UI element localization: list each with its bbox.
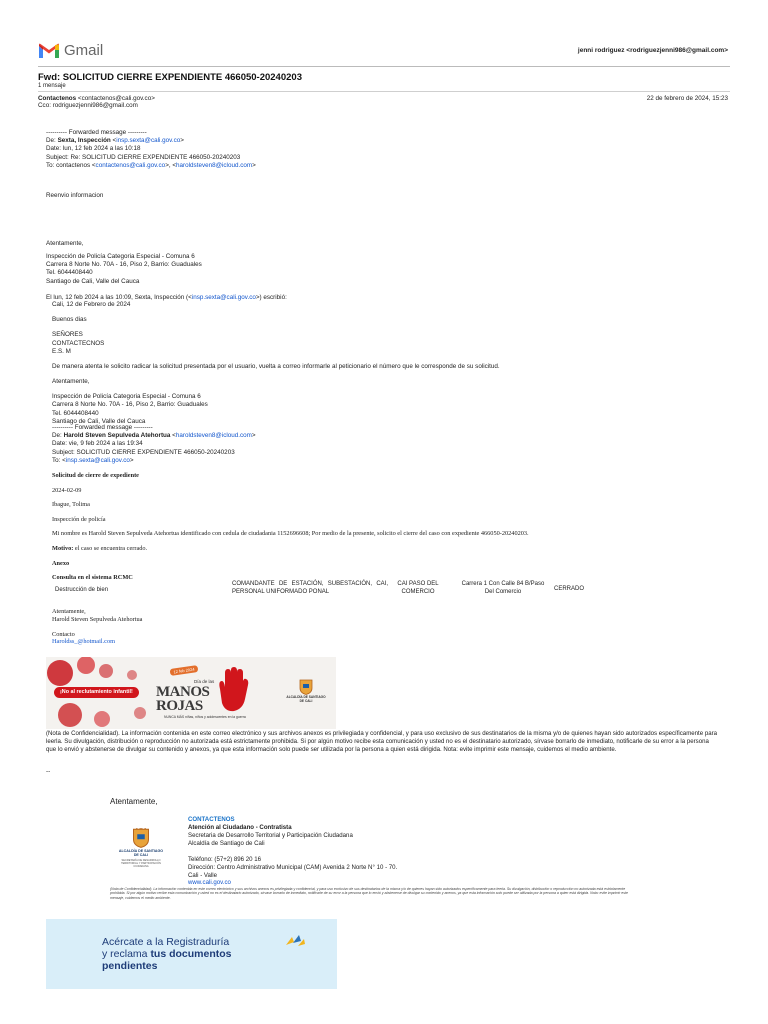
forward-date: Date: lun, 12 feb 2024 a las 10:18 bbox=[46, 145, 141, 153]
message-count: 1 mensaje bbox=[38, 83, 66, 89]
dia-de-las: Día de las bbox=[194, 679, 215, 684]
forward-subject: Subject: Re: SOLICITUD CIERRE EXPENDIENTE 466050-20240203 bbox=[46, 153, 241, 161]
cco-line: Cco: rodriguezjenni986@gmail.com bbox=[38, 102, 138, 109]
footer-logo-subtext: SECRETARÍA DE DESARROLLO TERRITORIAL Y PARTICIPACIÓN CIUDADANA bbox=[121, 859, 161, 869]
footer-direccion: Dirección: Centro Administrativo Municipal (CAM) Avenida 2 Norte N° 10 - 70. bbox=[188, 863, 398, 871]
forwarded-header-2 bbox=[52, 424, 256, 465]
quote-greeting: Buenos dias bbox=[52, 316, 87, 324]
signature-line: Carrera 8 Norte No. 70A - 16, Piso 2, Barrio: Guaduales bbox=[46, 261, 202, 269]
footer-logo bbox=[118, 828, 164, 878]
date-badge: 12 feb 2024 bbox=[170, 665, 199, 676]
header-divider bbox=[38, 66, 730, 67]
from-name: Sexta, Inspección bbox=[57, 137, 111, 145]
cali-shield-icon bbox=[132, 828, 150, 848]
to-prefix: To: < bbox=[52, 456, 66, 464]
footer-secretaria: Secretaria de Desarrollo Territorial y Participación Ciudadana bbox=[188, 831, 353, 839]
gmail-m-icon bbox=[38, 43, 60, 59]
from-name: Harold Steven Sepulveda Atehortua bbox=[63, 432, 171, 440]
consulta-label: Consulta en el sistema RCMC bbox=[52, 574, 133, 581]
table-cell-unit: CAI PASO DEL COMERCIO bbox=[397, 581, 439, 595]
to-email-link[interactable]: insp.sexta@cali.gov.co bbox=[65, 456, 130, 464]
sender-name: Contactenos bbox=[38, 95, 77, 102]
signature-dash: -- bbox=[46, 768, 51, 775]
subject-divider bbox=[38, 91, 730, 92]
forwarded-header-1 bbox=[46, 129, 256, 170]
quote-intro-pre: El lun, 12 feb 2024 a las 10:09, Sexta, Inspección (< bbox=[46, 294, 192, 301]
confidentiality-note: (Nota de Confidencialidad). La información contenida en este correo electrónico y sus archivos anexos es privilegiada y confidencial, y para uso exclusivo de sus destinatarios de la misma y/o de quienes hayan sido autorizados específicamente para leerla. Su divulgación, distribución o reproducción no autorizada está estrictamente prohibida. Si por algún motivo recibe esta comunicación y usted no es el destinatario autorizado, sírvase borrarlo de inmediato, notificarle de su error a la persona que lo envió y abstenerse de divulgar su contenido y anexos, ya que esta información solo puede ser utilizada por la persona a quien está dirigida. Nota: evite imprimir este mensaje, cuidemos el medio ambiente. bbox=[46, 730, 718, 753]
footer-small-note: (Nota de Confidencialidad). La información contenida en este correo electrónico y sus archivos anexos es privilegiada y confidencial, y para uso exclusivo de sus destinatarios de la misma y/o de quienes hayan sido autorizados específicamente para leerla. Su divulgación, distribución o reproducción no autorizada está estrictamente prohibida. Si por algún motivo recibe esta comunicación y usted no es el destinatario autorizado, sírvase borrarlo de inmediato, notificarle de su error a la persona que lo envió y abstenerse de divulgar su contenido y anexos, ya que esta información solo puede ser utilizada por la persona a quien está dirigida. Nota: evite imprimir este mensaje, cuidemos el medio ambiente. bbox=[110, 887, 628, 900]
to-mid: >, < bbox=[165, 161, 177, 169]
cali-shield-icon bbox=[299, 679, 313, 695]
manos-rojas-banner bbox=[46, 657, 336, 729]
signature-line: Inspección de Policía Categoria Especial - Comuna 6 bbox=[46, 253, 195, 260]
request-name: Harold Steven Sepulveda Atehortua bbox=[52, 616, 143, 623]
manos-title: MANOS bbox=[156, 684, 210, 700]
signature-block-1 bbox=[46, 253, 202, 286]
email-subject: Fwd: SOLICITUD CIERRE EXPENDIENTE 466050-20240203 bbox=[38, 72, 302, 83]
footer-title: CONTACTENOS bbox=[188, 816, 235, 823]
signature-line: Tel. 6044408440 bbox=[52, 409, 99, 417]
rojas-title: ROJAS bbox=[156, 698, 203, 714]
account-label: jenni rodriguez <rodriguezjenni986@gmail.com> bbox=[577, 47, 728, 54]
table-cell-address: Carrera 1 Con Calle 84 B/Paso Del Comercio bbox=[461, 581, 545, 595]
from-email-link[interactable]: insp.sexta@cali.gov.co bbox=[116, 137, 181, 145]
signature-line: Santiago de Cali, Valle del Cauca bbox=[46, 277, 140, 285]
red-hand-icon bbox=[214, 667, 250, 713]
table-cell-entity: COMANDANTE DE ESTACIÓN, SUBESTACIÓN, CAI, PERSONAL UNIFORMADO PONAL bbox=[232, 581, 388, 595]
from-label: De: bbox=[52, 432, 64, 440]
forward-from bbox=[46, 137, 256, 145]
to-email-link-2[interactable]: haroldsteven8@icloud.com bbox=[176, 161, 253, 169]
footer-alcaldia: Alcaldía de Santiago de Cali bbox=[188, 839, 265, 847]
request-title: Solicitud de cierre de expediente bbox=[52, 472, 139, 479]
atentamente-1: Atentamente, bbox=[46, 240, 84, 247]
request-text: Mi nombre es Harold Steven Sepulveda Atehortua identificado con cedula de ciudadania 1152696608; Por medio de la presente, solicito el cierre del caso con expediente 466050-20240203. bbox=[52, 530, 529, 537]
forward-to bbox=[46, 162, 256, 170]
table-cell-status: CERRADO bbox=[553, 586, 584, 592]
footer-role: Atención al Ciudadano - Contratista bbox=[188, 823, 292, 831]
to-email-link-1[interactable]: contactenos@cali.gov.co bbox=[95, 161, 166, 169]
quote-email-link[interactable]: insp.sexta@cali.gov.co bbox=[191, 294, 256, 301]
forward-subject: Subject: SOLICITUD CIERRE EXPENDIENTE 466050-20240203 bbox=[52, 448, 235, 456]
alcaldia-logo-text: ALCALDÍA DE SANTIAGO DE CALI bbox=[286, 695, 326, 703]
footer-telefono: Teléfono: (57+2) 896 20 16 bbox=[188, 855, 262, 863]
anexo-label: Anexo bbox=[52, 560, 70, 567]
signature-line: Carrera 8 Norte No. 70A - 16, Piso 2, Barrio: Guaduales bbox=[52, 401, 208, 409]
from-email-link[interactable]: haroldsteven8@icloud.com bbox=[175, 432, 252, 440]
alcaldia-logo-1 bbox=[286, 679, 326, 709]
banner-tagline: NUNCA MÁS niñas, niños y adolescentes en la guerra bbox=[164, 715, 246, 719]
to-suffix: > bbox=[252, 161, 256, 169]
gmail-logo bbox=[38, 42, 158, 60]
request-date: 2024-02-09 bbox=[52, 487, 82, 494]
bracket-close: > bbox=[251, 432, 256, 440]
reenvio-text: Reenvio informacion bbox=[46, 192, 104, 199]
request-recipient: Inspección de policía bbox=[52, 516, 106, 523]
forward-separator: ---------- Forwarded message --------- bbox=[52, 424, 153, 431]
line-2-pre: y reclama bbox=[102, 948, 151, 960]
rcmc-table bbox=[52, 580, 592, 602]
signature-line: Tel. 6044408440 bbox=[46, 269, 93, 277]
from-label: De: bbox=[46, 137, 58, 145]
gmail-wordmark: Gmail bbox=[64, 42, 104, 59]
registraduria-line-3: pendientes bbox=[102, 960, 158, 972]
forward-from bbox=[52, 432, 256, 440]
request-motivo bbox=[52, 545, 147, 553]
footer-city: Cali - Valle bbox=[188, 871, 218, 879]
line-2-bold: tus documentos bbox=[150, 948, 232, 960]
registraduria-logo-icon bbox=[284, 933, 306, 949]
to-suffix: > bbox=[129, 456, 134, 464]
quote-intro-post: >) escribió: bbox=[255, 294, 287, 301]
footer-website-link[interactable]: www.cali.gov.co bbox=[188, 879, 231, 887]
bracket-open: < bbox=[170, 432, 176, 440]
quote-block bbox=[52, 301, 732, 426]
table-cell-case: Destrucción de bien bbox=[55, 587, 109, 593]
quote-date: Cali, 12 de Febrero de 2024 bbox=[52, 301, 131, 308]
registraduria-banner bbox=[46, 919, 337, 989]
bracket-close: > bbox=[180, 137, 184, 145]
footer-logo-text: ALCALDÍA DE SANTIAGO DE CALI bbox=[118, 849, 164, 858]
sender-email: <contactenos@cali.gov.co> bbox=[77, 95, 155, 102]
to-prefix: To: contactenos < bbox=[46, 161, 96, 169]
registraduria-line-1: Acércate a la Registraduría bbox=[102, 936, 230, 948]
quote-recipient: CONTACTECNOS bbox=[52, 339, 105, 347]
quote-atentamente: Atentamente, bbox=[52, 378, 90, 386]
bracket-open: < bbox=[110, 137, 117, 145]
request-contacto: Contacto bbox=[52, 631, 75, 638]
forward-date: Date: vie, 9 feb 2024 a las 19:34 bbox=[52, 440, 143, 448]
forward-to bbox=[52, 457, 256, 465]
footer-contact-block bbox=[188, 816, 397, 887]
quote-paragraph: De manera atenta le solicito radicar la solicitud presentada por el usuario, vuelta a correo informarle al peticionario el número que le corresponde de su solicitud. bbox=[52, 362, 500, 370]
no-reclutamiento-pill: ¡No al reclutamiento infantil! bbox=[54, 687, 139, 698]
quote-recipient: SEÑORES bbox=[52, 331, 83, 339]
request-place: Ibague, Tolima bbox=[52, 501, 90, 508]
motivo-label: Motivo: bbox=[52, 545, 74, 552]
request-atentamente: Atentamente, bbox=[52, 608, 86, 615]
forward-separator: ---------- Forwarded message --------- bbox=[46, 129, 147, 136]
footer-atentamente: Atentamente, bbox=[110, 797, 158, 806]
signature-line: Inspección de Policía Categoria Especial - Comuna 6 bbox=[52, 393, 201, 401]
email-date: 22 de febrero de 2024, 15:23 bbox=[646, 95, 728, 102]
quote-recipient: E.S. M bbox=[52, 347, 71, 355]
motivo-text: el caso se encuentra cerrado. bbox=[73, 545, 148, 552]
signature-line: Santiago de Cali, Valle del Cauca bbox=[52, 417, 146, 425]
contact-email-link[interactable]: Haroldss_@hotmail.com bbox=[52, 638, 115, 645]
